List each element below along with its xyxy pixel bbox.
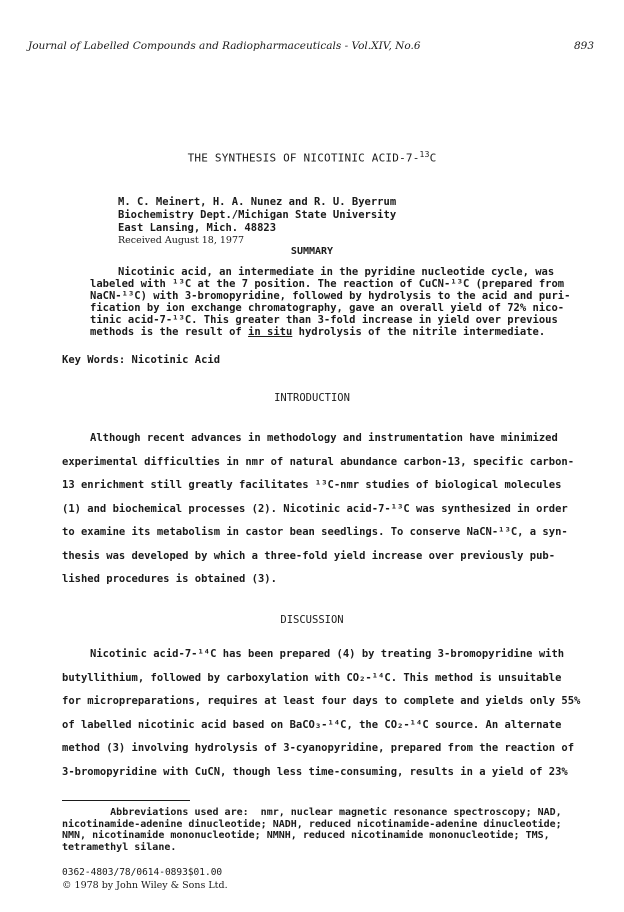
- summary-emphasis: in situ: [248, 326, 293, 338]
- summary-line: labeled with ¹³C at the 7 position. The reaction of CuCN-¹³C (prepared from: [90, 278, 565, 290]
- body-line: of labelled nicotinic acid based on BaCO₃-¹⁴C, the CO₂-¹⁴C source. An alternate: [62, 718, 562, 731]
- body-line: 3-bromopyridine with CuCN, though less time-consuming, results in a yield of 23%: [62, 765, 568, 778]
- summary-line: Nicotinic acid, an intermediate in the pyridine nucleotide cycle, was: [118, 266, 555, 278]
- page-number: 893: [573, 40, 594, 52]
- discussion-heading: DISCUSSION: [280, 614, 344, 626]
- body-line: experimental difficulties in nmr of natural abundance carbon-13, specific carbon-: [62, 455, 575, 468]
- title-superscript: 13: [419, 150, 430, 159]
- introduction-paragraph: [62, 427, 577, 592]
- summary-text: hydrolysis of the nitrile intermediate.: [292, 326, 546, 338]
- summary-last-line: [90, 326, 582, 338]
- body-line: thesis was developed by which a three-fold yield increase over previously pub-: [62, 549, 556, 562]
- body-line: butyllithium, followed by carboxylation with CO₂-¹⁴C. This method is unsuitable: [62, 671, 562, 684]
- body-line: to examine its metabolism in castor bean seedlings. To conserve NaCN-¹³C, a syn-: [62, 526, 568, 538]
- summary-heading: SUMMARY: [290, 246, 334, 257]
- abbreviations-footnote: [62, 807, 602, 853]
- footnote-line: Abbreviations used are: nmr, nuclear magnetic resonance spectroscopy; NAD,: [62, 807, 562, 818]
- footnote-line: NMN, nicotinamide mononucleotide; NMNH, reduced nicotinamide mononucleotide; TMS,: [62, 830, 550, 841]
- author-names: M. C. Meinert, H. A. Nunez and R. U. Byerrum: [118, 196, 397, 208]
- body-line: Although recent advances in methodology and instrumentation have minimized: [90, 432, 558, 444]
- discussion-paragraph: [62, 643, 581, 784]
- title-suffix: C: [429, 151, 437, 165]
- copyright-notice: © 1978 by John Wiley & Sons Ltd.: [62, 880, 228, 891]
- summary-line: fication by ion exchange chromatography, gave an overall yield of 72% nico-: [90, 302, 565, 314]
- footnote-line: tetramethyl silane.: [62, 841, 177, 853]
- journal-citation: Journal of Labelled Compounds and Radiopharmaceuticals - Vol.XIV, No.6: [28, 40, 421, 52]
- footnote-divider: [62, 800, 190, 801]
- running-head: [28, 40, 594, 52]
- publisher-code: 0362-4803/78/0614-0893$01.00: [62, 867, 223, 878]
- author-address: East Lansing, Mich. 48823: [118, 222, 277, 234]
- author-affiliation: Biochemistry Dept./Michigan State University: [118, 209, 397, 221]
- footnote-line: nicotinamide-adenine dinucleotide; NADH, reduced nicotinamide-adenine dinucleotide;: [62, 818, 562, 830]
- body-line: method (3) involving hydrolysis of 3-cyanopyridine, prepared from the reaction of: [62, 742, 575, 754]
- received-date: Received August 18, 1977: [118, 235, 245, 246]
- body-line: 13 enrichment still greatly facilitates ¹³C-nmr studies of biological molecules: [62, 479, 562, 491]
- summary-line: NaCN-¹³C) with 3-bromopyridine, followed by hydrolysis to the acid and puri-: [90, 290, 571, 302]
- summary-text: methods is the result of: [90, 326, 249, 338]
- body-line: lished procedures is obtained (3).: [62, 573, 277, 585]
- key-words: Key Words: Nicotinic Acid: [62, 354, 221, 366]
- body-line: for micropreparations, requires at least four days to complete and yields only 55%: [62, 695, 581, 707]
- summary-paragraph: [90, 266, 582, 338]
- summary-line: tinic acid-7-¹³C. This greater than 3-fold increase in yield over previous: [90, 314, 558, 326]
- body-line: Nicotinic acid-7-¹⁴C has been prepared (4) by treating 3-bromopyridine with: [90, 648, 565, 660]
- introduction-heading: INTRODUCTION: [274, 392, 350, 404]
- body-line: (1) and biochemical processes (2). Nicotinic acid-7-¹³C was synthesized in order: [62, 502, 568, 515]
- article-title: [0, 150, 624, 165]
- title-text: THE SYNTHESIS OF NICOTINIC ACID-7-: [187, 151, 420, 165]
- author-block: [118, 196, 396, 235]
